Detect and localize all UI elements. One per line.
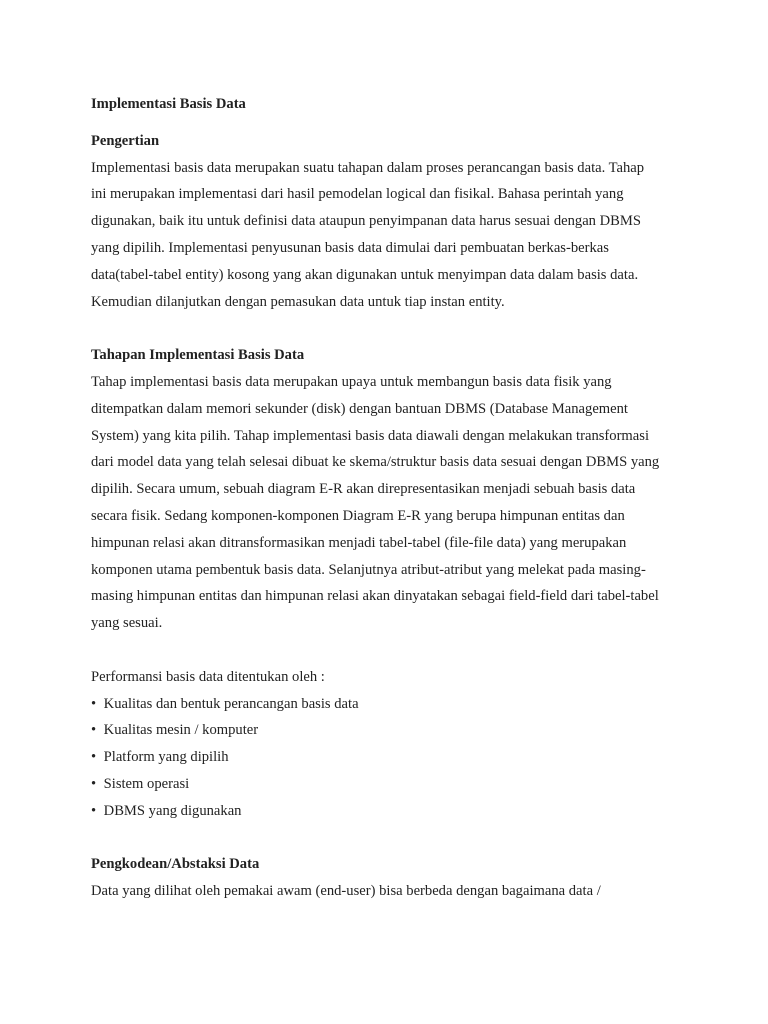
list-item: • Sistem operasi [91, 771, 691, 798]
section-paragraph-pengkodean [91, 878, 691, 905]
performance-intro: Performansi basis data ditentukan oleh : [91, 668, 325, 685]
section-heading-pengertian: Pengertian [91, 132, 160, 149]
document-title: Implementasi Basis Data [91, 96, 246, 112]
section-heading-pengkodean: Pengkodean/Abstaksi Data [91, 856, 260, 873]
list-item: • Kualitas mesin / komputer [91, 717, 691, 744]
section-heading-tahapan: Tahapan Implementasi Basis Data [91, 347, 305, 364]
paragraph-line: ini merupakan implementasi dari hasil pemodelan logical dan fisikal. Bahasa perintah yang [91, 186, 624, 203]
bullet-icon: • [91, 749, 97, 766]
paragraph-line: dipilih. Secara umum, sebuah diagram E-R akan direpresentasikan menjadi sebuah basis data [91, 481, 636, 498]
document-content [91, 91, 691, 905]
paragraph-line: dari model data yang telah selesai dibuat ke skema/struktur basis data sesuai dengan DBMS yang [91, 454, 660, 471]
paragraph-line: Data yang dilihat oleh pemakai awam (end-user) bisa berbeda dengan bagaimana data / [91, 883, 601, 900]
paragraph-line: yang sesuai. [91, 615, 163, 632]
paragraph-line: Tahap implementasi basis data merupakan upaya untuk membangun basis data fisik yang [91, 373, 612, 390]
paragraph-line: System) yang kita pilih. Tahap implementasi basis data diawali dengan melakukan transformasi [91, 427, 649, 444]
paragraph-line: komponen utama pembentuk basis data. Selanjutnya atribut-atribut yang melekat pada masing- [91, 561, 646, 578]
paragraph-line: digunakan, baik itu untuk definisi data ataupun penyimpanan data harus sesuai dengan DBMS [91, 213, 641, 230]
paragraph-line: himpunan relasi akan ditransformasikan menjadi tabel-tabel (file-file data) yang merupakan [91, 534, 627, 551]
paragraph-line: masing himpunan entitas dan himpunan relasi akan dinyatakan sebagai field-field dari tabel-tabel [91, 588, 659, 605]
section-paragraph-tahapan [91, 369, 691, 637]
paragraph-line: data(tabel-tabel entity) kosong yang akan digunakan untuk menyimpan data dalam basis data. [91, 266, 639, 283]
bullet-icon: • [91, 802, 97, 819]
paragraph-line: secara fisik. Sedang komponen-komponen Diagram E-R yang berupa himpunan entitas dan [91, 507, 625, 524]
bullet-icon: • [91, 722, 97, 739]
paragraph-line: Implementasi basis data merupakan suatu tahapan dalam proses perancangan basis data. Tahap [91, 159, 645, 176]
list-item: • DBMS yang digunakan [91, 798, 691, 825]
list-item: • Platform yang dipilih [91, 744, 691, 771]
bullet-icon: • [91, 775, 97, 792]
paragraph-line: ditempatkan dalam memori sekunder (disk) dengan bantuan DBMS (Database Management [91, 400, 628, 417]
paragraph-line: Kemudian dilanjutkan dengan pemasukan data untuk tiap instan entity. [91, 293, 505, 310]
bullet-icon: • [91, 695, 97, 712]
list-item: • Kualitas dan bentuk perancangan basis data [91, 691, 691, 718]
performance-list [91, 691, 691, 825]
section-paragraph-pengertian [91, 155, 691, 316]
paragraph-line: yang dipilih. Implementasi penyusunan basis data dimulai dari pembuatan berkas-berkas [91, 239, 609, 256]
